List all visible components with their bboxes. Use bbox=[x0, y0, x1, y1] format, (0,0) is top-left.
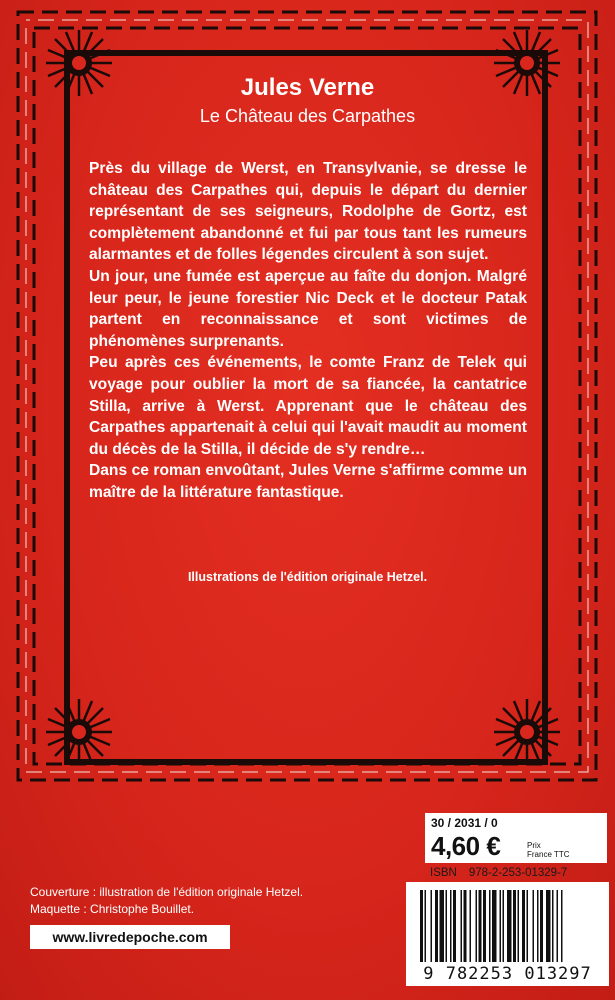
barcode bbox=[406, 882, 609, 986]
cover-credit: Couverture : illustration de l'édition originale Hetzel. bbox=[30, 885, 304, 899]
blurb-paragraph: Peu après ces événements, le comte Franz de Telek qui voyage pour oublier la mort de sa fiancée, la cantatrice Stilla, arrive à Werst. Apprenant que le château des Carpathes appartenait à celui qui l'avait maudit au moment du décès de la Stilla, il décide de s'y rendre… bbox=[89, 354, 527, 458]
website-link[interactable]: www.livredepoche.com bbox=[30, 925, 230, 949]
isbn bbox=[430, 867, 610, 879]
isbn-number: 978-2-253-01329-7 bbox=[468, 867, 568, 879]
illustrations-credit: Illustrations de l'édition originale Hetzel. bbox=[187, 570, 428, 584]
price-code: 30 / 2031 / 0 bbox=[431, 816, 498, 830]
author-name: Jules Verne bbox=[240, 74, 375, 101]
sun-ornament-icon bbox=[492, 697, 562, 767]
book-title: Le Château des Carpathes bbox=[199, 106, 416, 126]
barcode-digits: 9 782253 013297 bbox=[423, 964, 592, 984]
price-note-line: France TTC bbox=[527, 850, 570, 859]
blurb bbox=[89, 158, 527, 504]
blurb-paragraph: Un jour, une fumée est aperçue au faîte du donjon. Malgré leur peur, le jeune forestier Nic Deck et le docteur Patak partent en reconnaissance et sont victimes de phénomènes surprenants. bbox=[89, 267, 527, 350]
blurb-paragraph: Près du village de Werst, en Transylvanie, se dresse le château des Carpathes qui, depuis le départ du dernier représentant de ses seigneurs, Rodolphe de Gortz, est complètement abandonné et fui par tous tant les rumeurs alarmantes et de folles légendes circulent à son sujet. bbox=[89, 160, 527, 264]
blurb-paragraph: Dans ce roman envoûtant, Jules Verne s'affirme comme un maître de la littérature fantastique. bbox=[89, 462, 527, 501]
price-note bbox=[527, 841, 570, 859]
price-box bbox=[425, 813, 607, 863]
sun-ornament-icon bbox=[44, 697, 114, 767]
price-value: 4,60 € bbox=[431, 831, 501, 861]
barcode-bars bbox=[406, 882, 609, 964]
layout-credit: Maquette : Christophe Bouillet. bbox=[30, 902, 195, 916]
isbn-label: ISBN bbox=[430, 867, 457, 879]
price-note-line: Prix bbox=[527, 841, 541, 850]
